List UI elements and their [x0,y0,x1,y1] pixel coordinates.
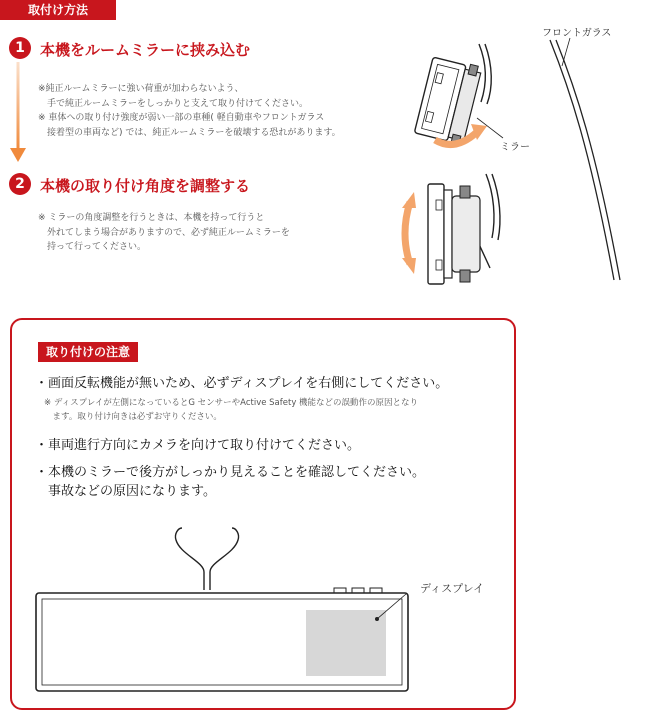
windshield-label: フロントガラス [542,28,612,39]
caution-note: ます。取り付け向きは必ずお守りください。 [44,412,222,422]
step-2-number: 2 [9,173,31,195]
step-2-illustration [398,172,523,290]
step-2-note: ※ ミラーの角度調整を行うときは、本機を持って行うと [38,213,265,223]
step-1-title: 本機をルームミラーに挟み込む [40,41,251,59]
step-2-note: 外れてしまう場合がありますので、必ず純正ルームミラーを [38,227,290,238]
step-2-title: 本機の取り付け角度を調整する [40,177,251,195]
caution-bullet-3-line: 事故などの原因になります。 [35,484,216,499]
caution-bullet-2: ・車両進行方向にカメラを向けて取り付けてください。 [35,438,361,453]
caution-bullet-3 [35,463,425,501]
section-tag: 取付け方法 [0,0,116,20]
mirror-device-illustration [34,526,414,696]
caution-bullet-3-line: ・本機のミラーで後方がしっかり見えることを確認してください。 [35,465,426,480]
step-1-number: 1 [9,37,31,59]
caution-tag: 取り付けの注意 [38,342,138,362]
mirror-label: ミラー [500,142,530,153]
step-1-note: 接着型の車両など) では、純正ルームミラーを破壊する恐れがあります。 [38,127,341,138]
step-1-note: ※純正ルームミラーに強い荷重が加わらないよう、 [38,84,244,94]
display-label: ディスプレイ [420,582,485,595]
step-2-note: 持って行ってください。 [38,242,147,252]
step-1-note: 手で純正ルームミラーをしっかりと支えて取り付けてください。 [38,98,309,109]
windshield-illustration [540,30,630,290]
step-1-notes [38,82,341,140]
caution-note: ※ ディスプレイが左側になっているとG センサーやActive Safety 機能などの誤動作の原因となり [44,398,419,408]
caution-bullet-1-notes [44,396,418,424]
step-2-notes [38,211,290,255]
step-flow-arrow [8,62,32,166]
caution-bullet-1: ・画面反転機能が無いため、必ずディスプレイを右側にしてください。 [35,376,449,391]
step-1-note: ※ 車体への取り付け強度が弱い一部の車種( 軽自動車やフロントガラス [38,113,325,123]
